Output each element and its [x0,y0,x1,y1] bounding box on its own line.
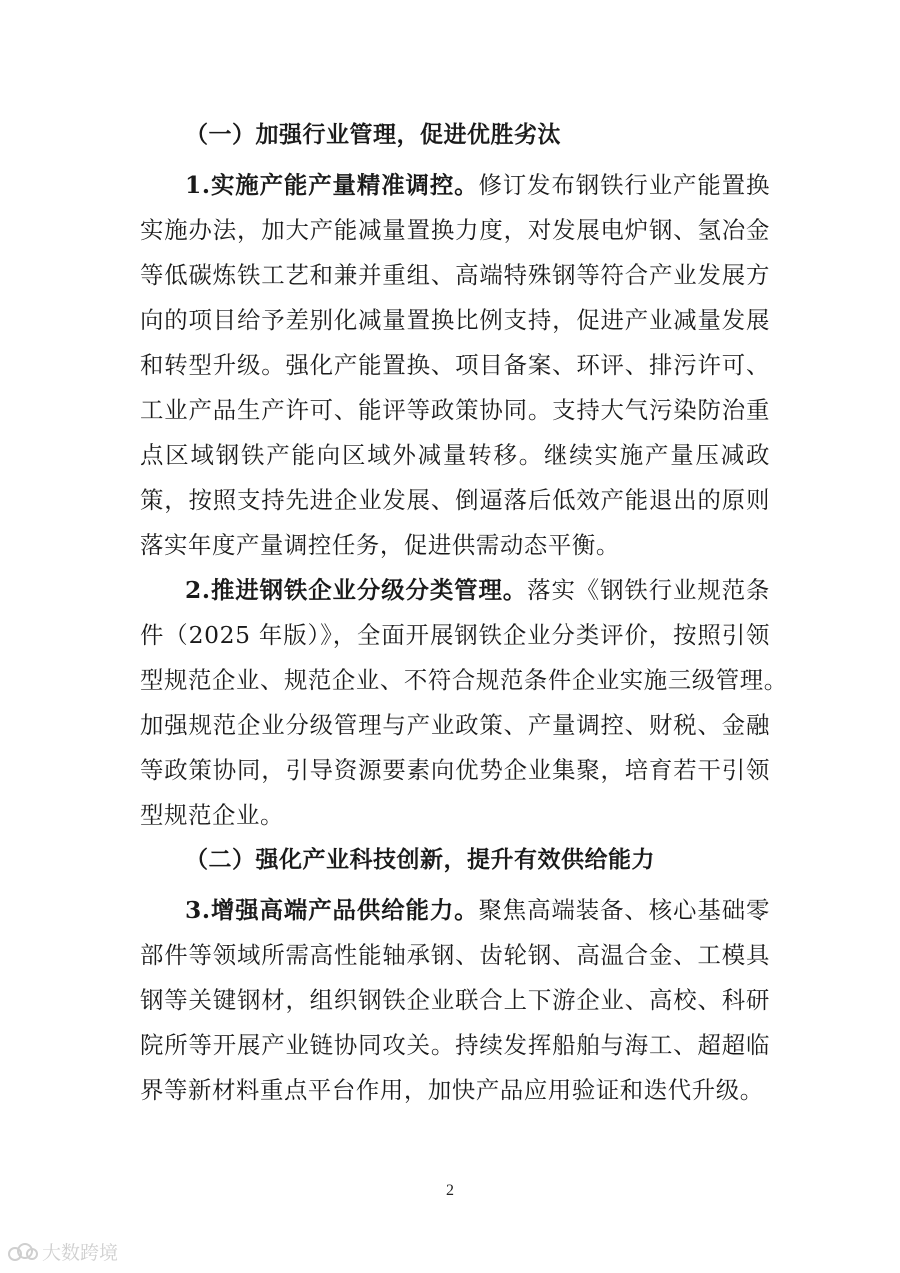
paragraph-1-line: 实施办法，加大产能减量置换力度，对发展电炉钢、氢冶金 [140,216,770,244]
paragraph-1-line: 等低碳炼铁工艺和兼并重组、高端特殊钢等符合产业发展方 [140,261,770,289]
paragraph-3-first-text: 聚焦高端装备、核心基础零 [478,896,771,924]
section-heading-1: （一）加强行业管理，促进优胜劣汰 [185,122,561,148]
paragraph-2-line: 件（2025 年版）》，全面开展钢铁企业分类评价，按照引领 [140,621,770,649]
paragraph-1-line: 向的项目给予差别化减量置换比例支持，促进产业减量发展 [140,306,770,334]
watermark-text: 大数跨境 [42,1242,119,1264]
paragraph-3-first-line [185,895,770,925]
paragraph-1-line: 和转型升级。强化产能置换、项目备案、环评、排污许可、 [140,351,770,379]
page-number: 2 [446,1182,454,1199]
paragraph-1-lead: 1.实施产能产量精准调控。 [185,171,479,199]
paragraph-3-line: 院所等开展产业链协同攻关。持续发挥船舶与海工、超超临 [140,1031,770,1059]
paragraph-3-line: 部件等领域所需高性能轴承钢、齿轮钢、高温合金、工模具 [140,941,770,969]
watermark [8,1238,118,1265]
paragraph-2-first-text: 落实《钢铁行业规范条 [527,576,771,604]
paragraph-3-line: 钢等关键钢材，组织钢铁企业联合上下游企业、高校、科研 [140,986,770,1014]
section-heading-2: （二）强化产业科技创新，提升有效供给能力 [185,847,655,873]
watermark-logo-icon [8,1241,38,1263]
paragraph-1-first-text: 修订发布钢铁行业产能置换 [478,171,771,199]
paragraph-2-line: 型规范企业、规范企业、不符合规范条件企业实施三级管理。 [140,666,788,694]
paragraph-3-line: 界等新材料重点平台作用，加快产品应用验证和迭代升级。 [140,1076,764,1104]
paragraph-3-lead: 3.增强高端产品供给能力。 [185,896,479,924]
paragraph-1-line: 点区域钢铁产能向区域外减量转移。继续实施产量压减政 [140,441,770,469]
paragraph-2-line: 等政策协同，引导资源要素向优势企业集聚，培育若干引领 [140,756,770,784]
paragraph-1-line: 工业产品生产许可、能评等政策协同。支持大气污染防治重 [140,396,770,424]
paragraph-1-first-line [185,170,770,200]
paragraph-2-line: 加强规范企业分级管理与产业政策、产量调控、财税、金融 [140,711,770,739]
paragraph-2-lead: 2.推进钢铁企业分级分类管理。 [185,576,528,604]
paragraph-1-line: 策，按照支持先进企业发展、倒逼落后低效产能退出的原则 [140,486,770,514]
paragraph-2-line: 型规范企业。 [140,801,284,829]
paragraph-2-first-line [185,575,770,605]
paragraph-1-line: 落实年度产量调控任务，促进供需动态平衡。 [140,531,620,559]
